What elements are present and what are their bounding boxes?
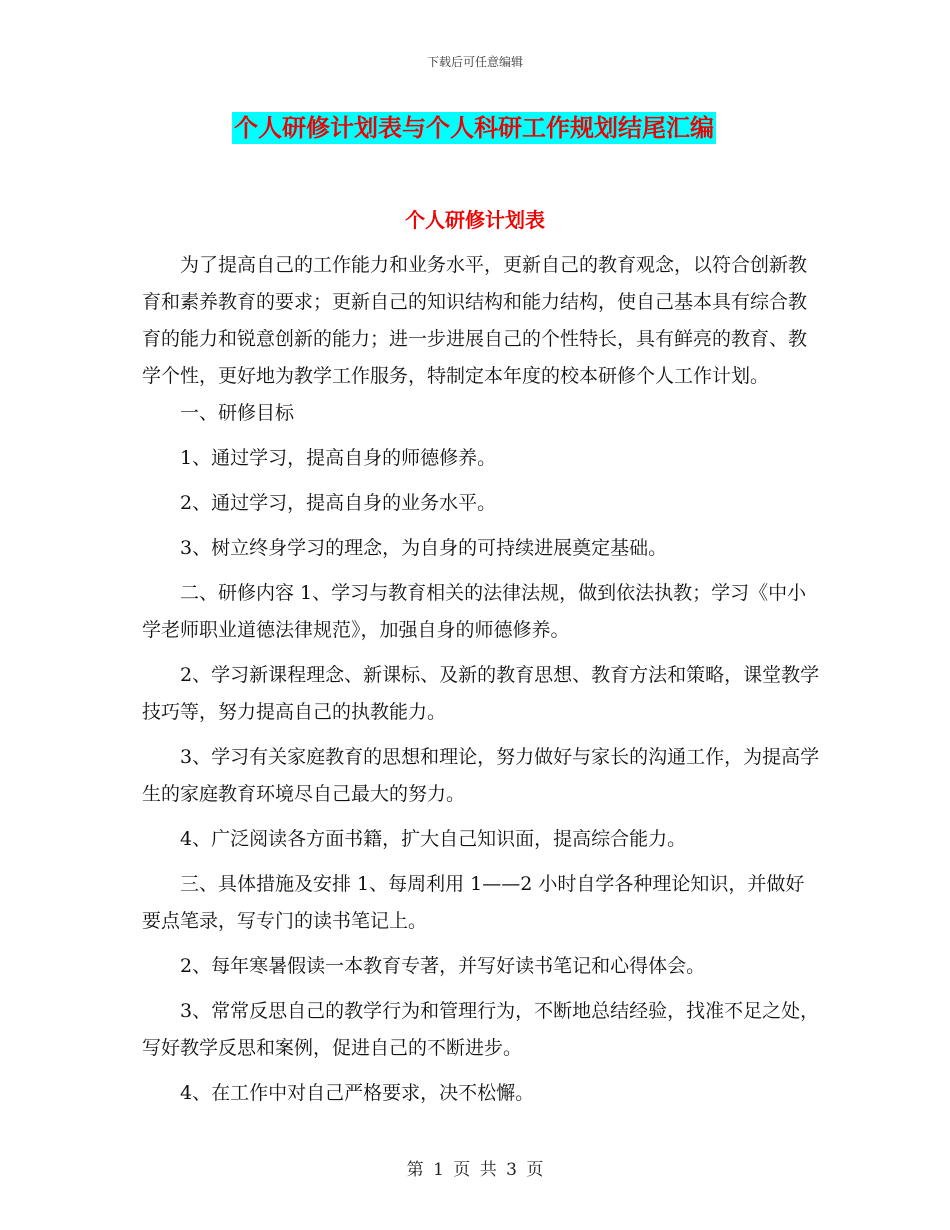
content-item-2: 2、学习新课程理念、新课标、及新的教育思想、教育方法和策略，课堂教学技巧等，努力提高自己的执教能力。	[142, 664, 820, 723]
measure-item-4: 4、在工作中对自己严格要求，决不松懈。	[180, 1082, 535, 1104]
content-item-1: 二、研修内容 1、学习与教育相关的法律法规，做到依法执教；学习《中小学老师职业道德法律规范》，加强自身的师德修养。	[142, 582, 807, 641]
section-title: 个人研修计划表	[405, 208, 545, 232]
content-item-3: 3、学习有关家庭教育的思想和理论，努力做好与家长的沟通工作，为提高学生的家庭教育环境尽自己最大的努力。	[142, 746, 820, 805]
measure-item-3: 3、常常反思自己的教学行为和管理行为，不断地总结经验，找准不足之处，写好教学反思和案例，促进自己的不断进步。	[142, 1000, 820, 1059]
document-body	[142, 247, 822, 1120]
goal-item-3: 3、树立终身学习的理念，为自身的可持续进展奠定基础。	[180, 537, 668, 559]
goal-item-1: 1、通过学习，提高自身的师德修养。	[180, 447, 497, 469]
measure-item-1: 三、具体措施及安排 1、每周利用 1——2 小时自学各种理论知识，并做好要点笔录，写专门的读书笔记上。	[142, 873, 805, 932]
document-title: 个人研修计划表与个人科研工作规划结尾汇编	[234, 113, 714, 142]
goal-item-2: 2、通过学习，提高自身的业务水平。	[180, 492, 497, 514]
measure-item-2: 2、每年寒暑假读一本教育专著，并写好读书笔记和心得体会。	[180, 955, 706, 977]
content-item-4: 4、广泛阅读各方面书籍，扩大自己知识面，提高综合能力。	[180, 828, 687, 850]
heading-research-goals: 一、研修目标	[180, 402, 295, 424]
header-note: 下载后可任意编辑	[426, 55, 523, 69]
intro-paragraph: 为了提高自己的工作能力和业务水平，更新自己的教育观念，以符合创新教育和素养教育的要求；更新自己的知识结构和能力结构，使自己基本具有综合教育的能力和锐意创新的能力；进一步进展自己的个性特长，具有鲜亮的教育、教学个性，更好地为教学工作服务，特制定本年度的校本研修个人工作计划。	[142, 254, 808, 387]
page-indicator: 第 1 页 共 3 页	[406, 1160, 544, 1180]
